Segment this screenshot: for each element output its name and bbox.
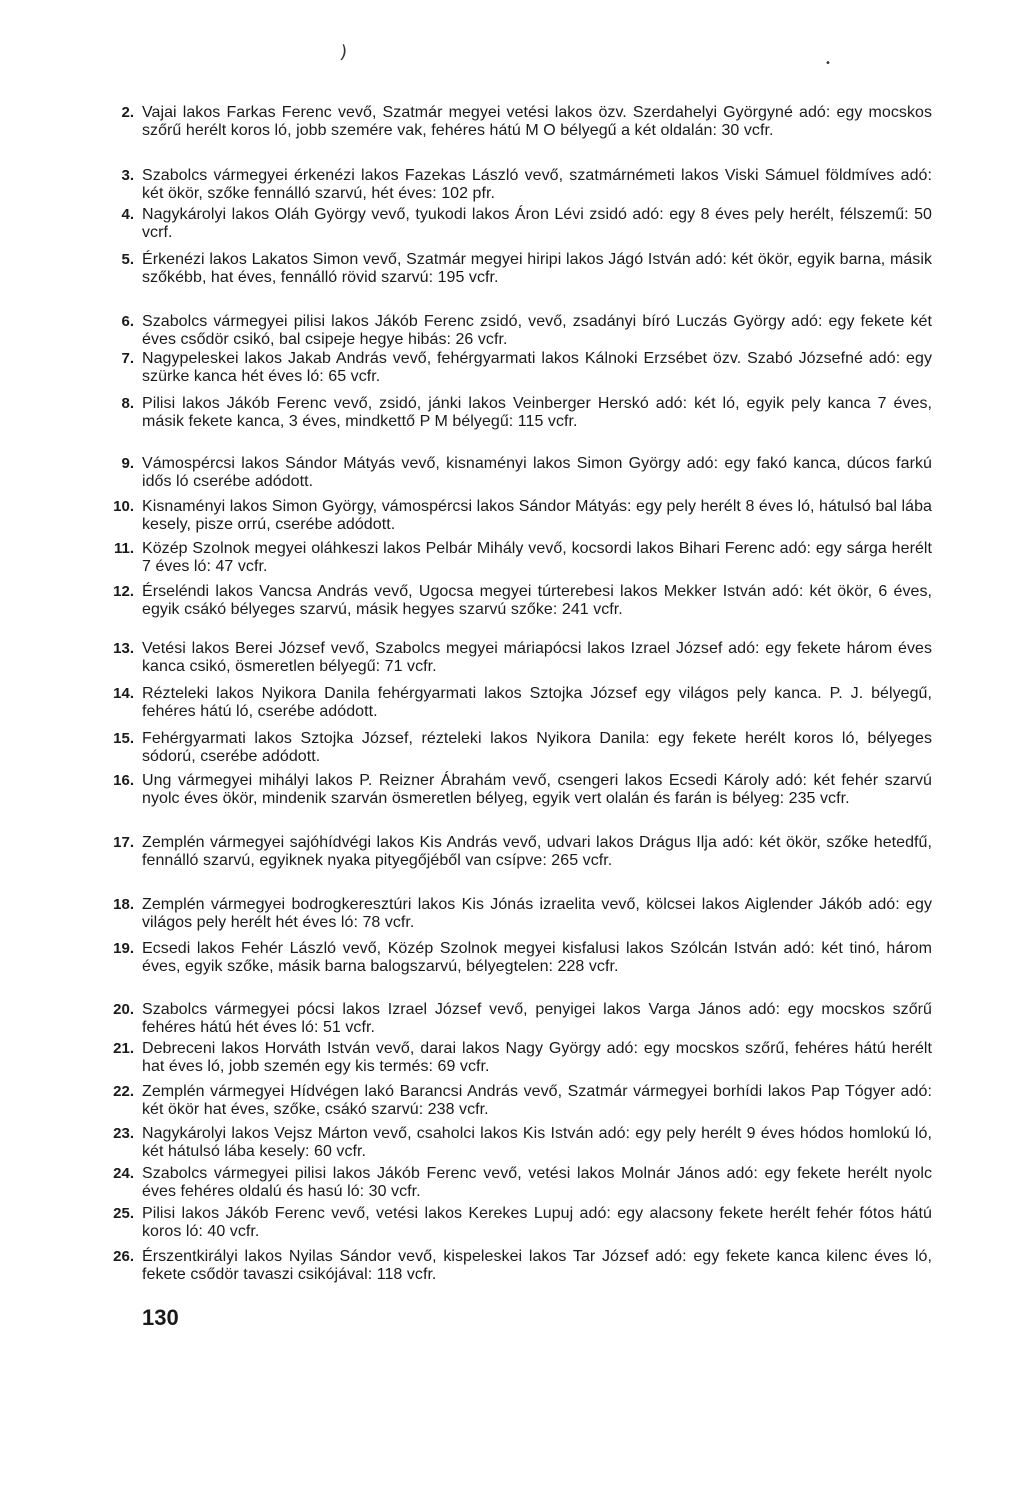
entry-number: 11. bbox=[113, 540, 134, 557]
entry-item bbox=[102, 583, 932, 619]
entry-number: 2. bbox=[121, 104, 134, 121]
entry-text: Érszentkirályi lakos Nyilas Sándor vevő, kispeleskei lakos Tar József adó: egy fekete kanca kilenc éves ló, fekete csődör tavaszi csikójával: 118 vcfr. bbox=[142, 1248, 932, 1284]
entry-text: Fehérgyarmati lakos Sztojka József, rézteleki lakos Nyikora Danila: egy fekete herélt koros ló, bélyeges sódorú, cserébe adódott. bbox=[142, 730, 932, 766]
entry-text: Szabolcs vármegyei érkenézi lakos Fazekas László vevő, szatmárnémeti lakos Viski Sámuel földmíves adó: két ökör, szőke fennálló szarvú, hét éves: 102 pfr. bbox=[142, 167, 932, 203]
entry-number: 15. bbox=[113, 730, 134, 747]
entry-number: 9. bbox=[121, 455, 134, 472]
page-number: 130 bbox=[142, 1305, 179, 1330]
entry-item bbox=[102, 1125, 932, 1161]
entry-text: Pilisi lakos Jákób Ferenc vevő, zsidó, jánki lakos Veinberger Herskó adó: két ló, egyik pely kanca 7 éves, másik fekete kanca, 3 éves, mindkettő P M bélyegű: 115 vcfr. bbox=[142, 395, 932, 431]
entry-text: Rézteleki lakos Nyikora Danila fehérgyarmati lakos Sztojka József egy világos pely kanca. P. J. bélyegű, fehéres hátú ló, cserébe adódott. bbox=[142, 685, 932, 721]
entry-text: Nagykárolyi lakos Oláh György vevő, tyukodi lakos Áron Lévi zsidó adó: egy 8 éves pely herélt, félszemű: 50 vcrf. bbox=[142, 206, 932, 242]
stray-dot: • bbox=[825, 58, 831, 69]
entry-item bbox=[102, 540, 932, 576]
entry-number: 10. bbox=[113, 498, 134, 515]
entry-item bbox=[102, 772, 932, 808]
entry-text: Ung vármegyei mihályi lakos P. Reizner Ábrahám vevő, csengeri lakos Ecsedi Károly adó: két fehér szarvú nyolc éves ökör, mindenik szarván ösmeretlen bélyeg, egyik vert olalán és farán is bélyeg: 235 vcfr. bbox=[142, 772, 932, 808]
entry-number: 24. bbox=[113, 1165, 134, 1182]
entry-number: 26. bbox=[113, 1248, 134, 1265]
entry-item bbox=[102, 640, 932, 676]
entry-item bbox=[102, 395, 932, 431]
entry-text: Nagykárolyi lakos Vejsz Márton vevő, csaholci lakos Kis István adó: egy pely herélt 9 éves hódos homlokú ló, két hátulsó lába kesely: 60 vcfr. bbox=[142, 1125, 932, 1161]
entry-item bbox=[102, 1083, 932, 1119]
entry-number: 14. bbox=[113, 685, 134, 702]
entry-item bbox=[102, 167, 932, 203]
entry-number: 22. bbox=[113, 1083, 134, 1100]
entry-text: Kisnaményi lakos Simon György, vámospércsi lakos Sándor Mátyás: egy pely herélt 8 éves ló, hátulsó bal lába kesely, pisze orrú, cserébe adódott. bbox=[142, 498, 932, 534]
entry-text: Nagypeleskei lakos Jakab András vevő, fehérgyarmati lakos Kálnoki Erzsébet özv. Szabó Józsefné adó: egy szürke kanca hét éves ló: 65 vcfr. bbox=[142, 350, 932, 386]
entry-number: 5. bbox=[121, 251, 134, 268]
entry-item bbox=[102, 350, 932, 386]
entry-item bbox=[102, 730, 932, 766]
entry-item bbox=[102, 1040, 932, 1076]
entry-item bbox=[102, 498, 932, 534]
entry-item bbox=[102, 1165, 932, 1201]
entry-item bbox=[102, 313, 932, 349]
entry-text: Zemplén vármegyei sajóhídvégi lakos Kis András vevő, udvari lakos Drágus Ilja adó: két ökör, szőke hetedfű, fennálló szarvú, egyiknek nyaka pityegőjéből van csípve: 265 vcfr. bbox=[142, 834, 932, 870]
entry-text: Vetési lakos Berei József vevő, Szabolcs megyei máriapócsi lakos Izrael József adó: egy fekete három éves kanca csikó, ösmeretlen bélyegű: 71 vcfr. bbox=[142, 640, 932, 676]
entry-number: 25. bbox=[113, 1205, 134, 1222]
entry-text: Vajai lakos Farkas Ferenc vevő, Szatmár megyei vetési lakos özv. Szerdahelyi Györgyné adó: egy mocskos szőrű herélt koros ló, jobb szemére vak, fehéres hátú M O bélyegű a két oldalán: 30 vcfr. bbox=[142, 104, 932, 140]
entry-item bbox=[102, 834, 932, 870]
entry-item bbox=[102, 455, 932, 491]
entry-text: Ecsedi lakos Fehér László vevő, Közép Szolnok megyei kisfalusi lakos Szólcán István adó: két tinó, három éves, egyik szőke, másik barna balogszarvú, bélyegtelen: 228 vcfr. bbox=[142, 940, 932, 976]
entry-number: 4. bbox=[121, 206, 134, 223]
entry-text: Érseléndi lakos Vancsa András vevő, Ugocsa megyei túrterebesi lakos Mekker István adó: két ökör, 6 éves, egyik csákó bélyeges szarvú, másik hegyes szarvú szőke: 241 vcfr. bbox=[142, 583, 932, 619]
entry-item bbox=[102, 1205, 932, 1241]
entry-text: Zemplén vármegyei bodrogkeresztúri lakos Kis Jónás izraelita vevő, kölcsei lakos Aiglender Jákób adó: egy világos pely herélt hét éves ló: 78 vcfr. bbox=[142, 896, 932, 932]
entry-number: 18. bbox=[113, 896, 134, 913]
entry-item bbox=[102, 251, 932, 287]
entry-item bbox=[102, 104, 932, 140]
entry-number: 8. bbox=[121, 395, 134, 412]
entry-number: 12. bbox=[113, 583, 134, 600]
entry-number: 16. bbox=[113, 772, 134, 789]
entry-number: 17. bbox=[113, 834, 134, 851]
entry-item bbox=[102, 1248, 932, 1284]
entry-item bbox=[102, 940, 932, 976]
entry-item bbox=[102, 896, 932, 932]
entry-number: 3. bbox=[121, 167, 134, 184]
entry-number: 21. bbox=[113, 1040, 134, 1057]
entry-text: Közép Szolnok megyei oláhkeszi lakos Pelbár Mihály vevő, kocsordi lakos Bihari Ferenc adó: egy sárga herélt 7 éves ló: 47 vcfr. bbox=[142, 540, 932, 576]
entry-number: 23. bbox=[113, 1125, 134, 1142]
entry-text: Vámospércsi lakos Sándor Mátyás vevő, kisnaményi lakos Simon György adó: egy fakó kanca, dúcos farkú idős ló cserébe adódott. bbox=[142, 455, 932, 491]
entry-number: 20. bbox=[113, 1001, 134, 1018]
entry-text: Debreceni lakos Horváth István vevő, darai lakos Nagy György adó: egy mocskos szőrű, fehéres hátú herélt hat éves ló, jobb szemén egy kis termés: 69 vcfr. bbox=[142, 1040, 932, 1076]
entry-text: Szabolcs vármegyei pócsi lakos Izrael József vevő, penyigei lakos Varga János adó: egy mocskos szőrű fehéres hátú hét éves ló: 51 vcfr. bbox=[142, 1001, 932, 1037]
entry-number: 19. bbox=[113, 940, 134, 957]
entry-text: Szabolcs vármegyei pilisi lakos Jákób Ferenc zsidó, vevő, zsadányi bíró Luczás György adó: egy fekete két éves csődör csikó, bal csipeje hegye hibás: 26 vcfr. bbox=[142, 313, 932, 349]
entry-number: 7. bbox=[121, 350, 134, 367]
entry-item bbox=[102, 206, 932, 242]
entry-number: 6. bbox=[121, 313, 134, 330]
entry-item bbox=[102, 1001, 932, 1037]
entry-number: 13. bbox=[113, 640, 134, 657]
entry-text: Érkenézi lakos Lakatos Simon vevő, Szatmár megyei hiripi lakos Jágó István adó: két ökör, egyik barna, másik szőkébb, hat éves, fennálló rövid szarvú: 195 vcfr. bbox=[142, 251, 932, 287]
entry-item bbox=[102, 685, 932, 721]
entry-text: Szabolcs vármegyei pilisi lakos Jákób Ferenc vevő, vetési lakos Molnár János adó: egy fekete herélt nyolc éves fehéres oldalú és hasú ló: 30 vcfr. bbox=[142, 1165, 932, 1201]
entry-text: Zemplén vármegyei Hídvégen lakó Barancsi András vevő, Szatmár vármegyei borhídi lakos Pap Tógyer adó: két ökör hat éves, szőke, csákó szarvú: 238 vcfr. bbox=[142, 1083, 932, 1119]
entry-text: Pilisi lakos Jákób Ferenc vevő, vetési lakos Kerekes Lupuj adó: egy alacsony fekete herélt fehér fótos hátú koros ló: 40 vcfr. bbox=[142, 1205, 932, 1241]
stray-mark: ) bbox=[338, 41, 349, 64]
